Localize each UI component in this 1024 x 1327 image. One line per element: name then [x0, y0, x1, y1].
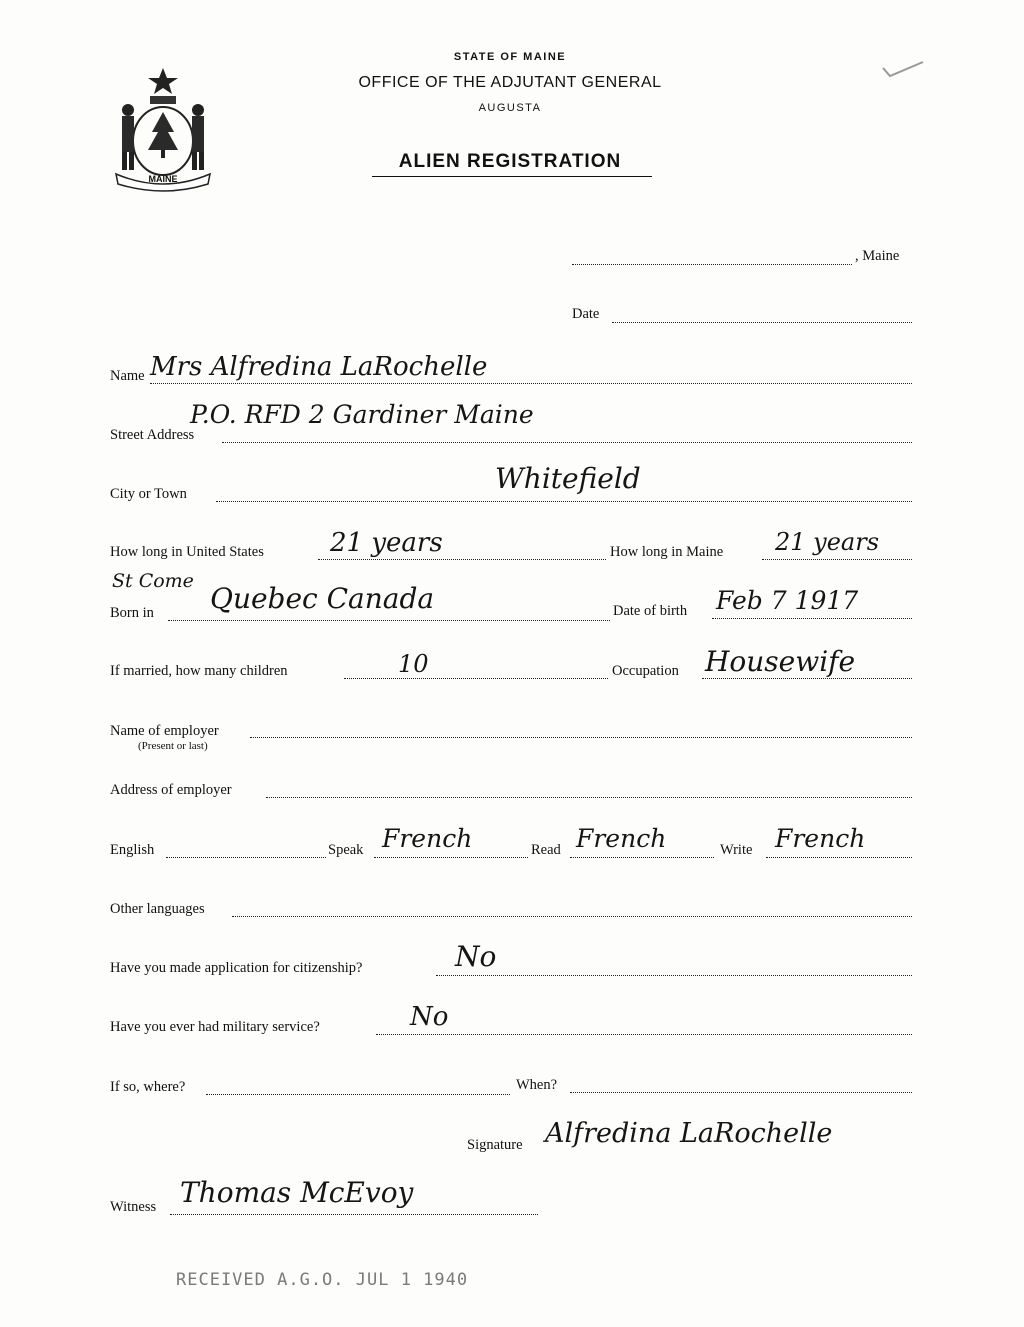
write-line — [766, 857, 912, 858]
city-value: Whitefield — [495, 462, 641, 495]
city-line — [216, 501, 912, 502]
witness-value: Thomas McEvoy — [180, 1176, 414, 1209]
military-value: No — [410, 1002, 449, 1032]
born-in-label: Born in — [110, 605, 154, 621]
signature-label: Signature — [467, 1137, 523, 1153]
witness-label: Witness — [110, 1199, 157, 1215]
other-languages-label: Other languages — [110, 901, 205, 917]
children-value: 10 — [398, 650, 429, 678]
children-label: If married, how many children — [110, 663, 288, 679]
maine-duration-value: 21 years — [775, 528, 880, 556]
city-label: City or Town — [110, 486, 187, 502]
children-line — [344, 678, 608, 679]
citizenship-value: No — [455, 940, 497, 973]
born-in-line — [168, 620, 610, 621]
street-label: Street Address — [110, 427, 195, 443]
employer-address-label: Address of employer — [110, 782, 232, 798]
maine-duration-line — [762, 559, 912, 560]
military-line — [376, 1034, 912, 1035]
us-duration-line — [318, 559, 606, 560]
when-label: When? — [516, 1077, 558, 1093]
office-heading: OFFICE OF THE ADJUTANT GENERAL — [358, 74, 662, 91]
employer-name-label: Name of employer — [110, 723, 219, 739]
form-title: ALIEN REGISTRATION — [398, 151, 622, 172]
employer-address-line — [266, 797, 912, 798]
street-line — [222, 442, 912, 443]
occupation-value: Housewife — [705, 645, 856, 678]
born-in-note: St Come — [112, 570, 194, 592]
birth-date-label: Date of birth — [613, 603, 688, 619]
name-line — [150, 383, 912, 384]
street-value: P.O. RFD 2 Gardiner Maine — [190, 400, 534, 429]
received-stamp: RECEIVED A.G.O. JUL 1 1940 — [176, 1270, 469, 1290]
city-heading: AUGUSTA — [478, 102, 542, 114]
speak-line — [374, 857, 528, 858]
employer-name-sublabel: (Present or last) — [138, 740, 208, 752]
seal-banner-text: MAINE — [148, 174, 178, 184]
write-label: Write — [720, 842, 753, 858]
witness-line — [170, 1214, 538, 1215]
birth-date-line — [712, 618, 912, 619]
date-line — [612, 322, 912, 323]
other-languages-line — [232, 916, 912, 917]
place-line — [572, 264, 852, 265]
check-mark-icon — [880, 58, 926, 87]
speak-label: Speak — [328, 842, 364, 858]
english-line — [166, 857, 326, 858]
birth-date-value: Feb 7 1917 — [716, 586, 859, 615]
read-value: French — [576, 824, 667, 853]
speak-value: French — [382, 824, 473, 853]
write-value: French — [775, 824, 866, 853]
occupation-label: Occupation — [612, 663, 679, 679]
occupation-line — [702, 678, 912, 679]
maine-state-seal — [108, 66, 218, 192]
name-value: Mrs Alfredina LaRochelle — [150, 352, 488, 382]
us-duration-value: 21 years — [330, 528, 443, 558]
signature-value: Alfredina LaRochelle — [545, 1118, 833, 1149]
born-in-value: Quebec Canada — [210, 582, 435, 615]
date-label: Date — [572, 306, 600, 322]
maine-duration-label: How long in Maine — [610, 544, 724, 560]
place-suffix: , Maine — [855, 248, 900, 264]
english-label: English — [110, 842, 155, 858]
citizenship-label: Have you made application for citizenship? — [110, 960, 363, 976]
citizenship-line — [436, 975, 912, 976]
where-line — [206, 1094, 510, 1095]
title-underline — [372, 176, 652, 177]
employer-name-line — [250, 737, 912, 738]
where-label: If so, where? — [110, 1079, 186, 1095]
when-line — [570, 1092, 912, 1093]
read-line — [570, 857, 714, 858]
state-heading: STATE OF MAINE — [453, 51, 567, 63]
name-label: Name — [110, 368, 145, 384]
military-label: Have you ever had military service? — [110, 1019, 320, 1035]
us-duration-label: How long in United States — [110, 544, 264, 560]
read-label: Read — [531, 842, 561, 858]
